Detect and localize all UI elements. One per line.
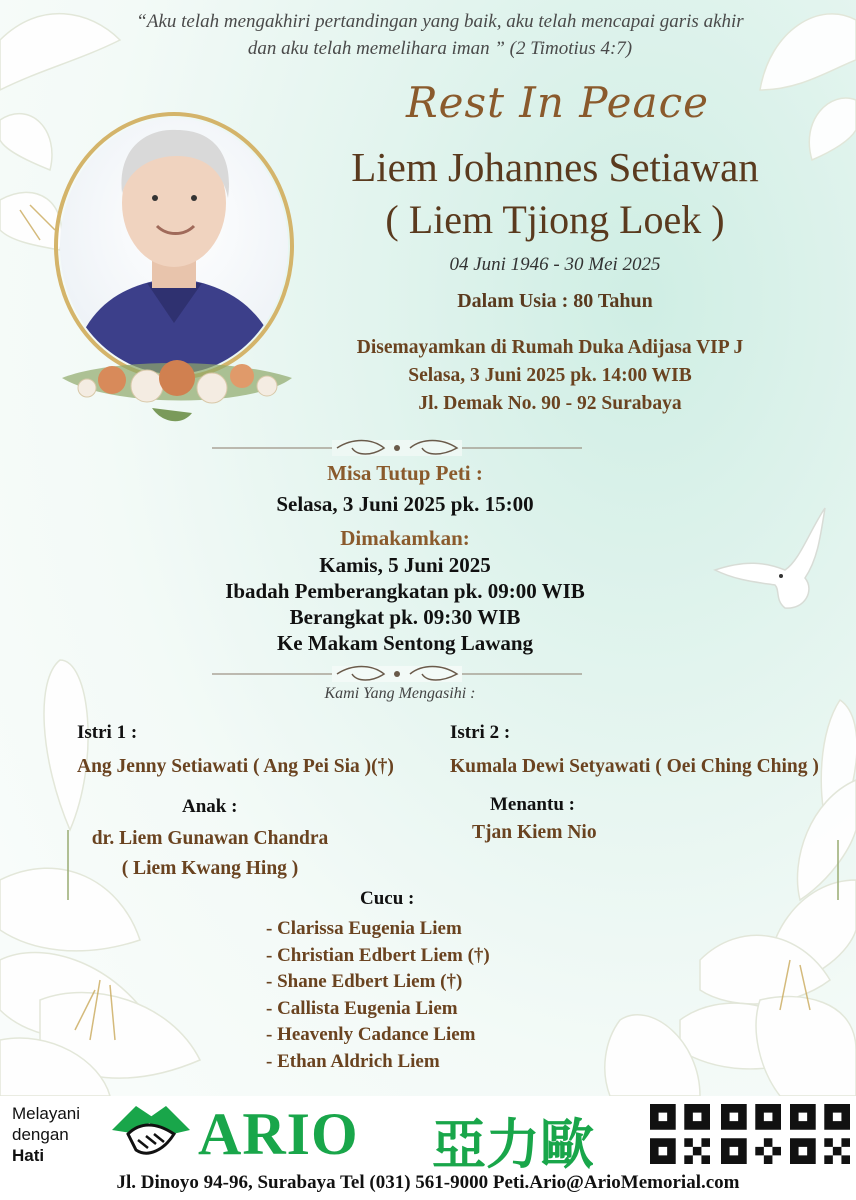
qr-code-icon-3[interactable] [790, 1104, 850, 1164]
list-item: - Christian Edbert Liem (†) [266, 944, 490, 966]
age-at-death: Dalam Usia : 80 Tahun [457, 290, 653, 312]
child-name [60, 824, 360, 884]
child-name-line-1: dr. Liem Gunawan Chandra [91, 828, 329, 849]
burial-details [120, 552, 690, 656]
grandchildren-label: Cucu : [360, 888, 415, 909]
deceased-name: Liem Johannes Setiawan [351, 144, 759, 190]
list-item: - Shane Edbert Liem (†) [266, 971, 463, 992]
tagline-line-3: Hati [12, 1146, 45, 1165]
ornament-divider-2 [212, 662, 582, 686]
qr-code-icon[interactable] [650, 1104, 710, 1164]
rest-in-peace-title: Rest In Peace [406, 78, 709, 127]
tagline-line-2: dengan [12, 1125, 69, 1144]
quote-line-1: “Aku telah mengakhiri pertandingan yang baik, aku telah mencapai garis akhir [136, 11, 744, 32]
burial-line-1: Kamis, 5 Juni 2025 [319, 553, 491, 577]
misa-title: Misa Tutup Peti : [327, 461, 483, 485]
burial-line-4: Ke Makam Sentong Lawang [276, 631, 534, 655]
list-item: - Ethan Aldrich Liem [266, 1050, 440, 1072]
deceased-alt-name: ( Liem Tjiong Loek ) [385, 197, 725, 242]
quote-line-2: dan aku telah memelihara iman ” (2 Timotius 4:7) [247, 38, 633, 59]
wife1-label: Istri 1 : [77, 722, 138, 743]
list-item: - Callista Eugenia Liem [266, 997, 458, 1019]
grandchildren-list [266, 916, 490, 1075]
handshake-icon [108, 1100, 194, 1164]
dove-icon [705, 500, 835, 615]
venue-line-2: Selasa, 3 Juni 2025 pk. 14:00 WIB [408, 365, 692, 386]
portrait-frame [52, 108, 307, 443]
bible-quote [60, 8, 820, 62]
qr-code-icon-2[interactable] [721, 1104, 781, 1164]
child-label: Anak : [182, 796, 238, 817]
brand-chinese-text: 亞力歐 [432, 1113, 594, 1176]
footer-address: Jl. Dinoyo 94-96, Surabaya Tel (031) 561-9000 Peti.Ario@ArioMemorial.com [116, 1172, 740, 1193]
family-intro: Kami Yang Mengasihi : [324, 685, 476, 702]
venue-line-3: Jl. Demak No. 90 - 92 Surabaya [418, 393, 682, 414]
wife1-name: Ang Jenny Setiawati ( Ang Pei Sia )(†) [77, 756, 394, 777]
life-dates: 04 Juni 1946 - 30 Mei 2025 [449, 254, 661, 275]
in-law-name: Tjan Kiem Nio [472, 822, 597, 843]
child-name-line-2: ( Liem Kwang Hing ) [121, 858, 299, 879]
in-law-label: Menantu : [490, 794, 575, 815]
list-item: - Clarissa Eugenia Liem [266, 918, 462, 939]
misa-time: Selasa, 3 Juni 2025 pk. 15:00 [276, 492, 534, 516]
funeral-venue [300, 334, 800, 418]
tagline-line-1: Melayani [12, 1104, 81, 1123]
list-item: - Heavenly Cadance Liem [266, 1024, 476, 1045]
wife2-name: Kumala Dewi Setyawati ( Oei Ching Ching ) [450, 756, 819, 777]
ornament-divider [212, 436, 582, 460]
brand-logo-text: ARIO [198, 1101, 359, 1167]
wife2-label: Istri 2 : [450, 722, 511, 743]
burial-title: Dimakamkan: [340, 526, 470, 550]
venue-line-1: Disemayamkan di Rumah Duka Adijasa VIP J [356, 337, 744, 358]
burial-line-3: Berangkat pk. 09:30 WIB [289, 605, 521, 629]
flower-arrangement [62, 360, 292, 421]
footer-tagline [12, 1103, 80, 1166]
burial-line-2: Ibadah Pemberangkatan pk. 09:00 WIB [225, 579, 585, 603]
